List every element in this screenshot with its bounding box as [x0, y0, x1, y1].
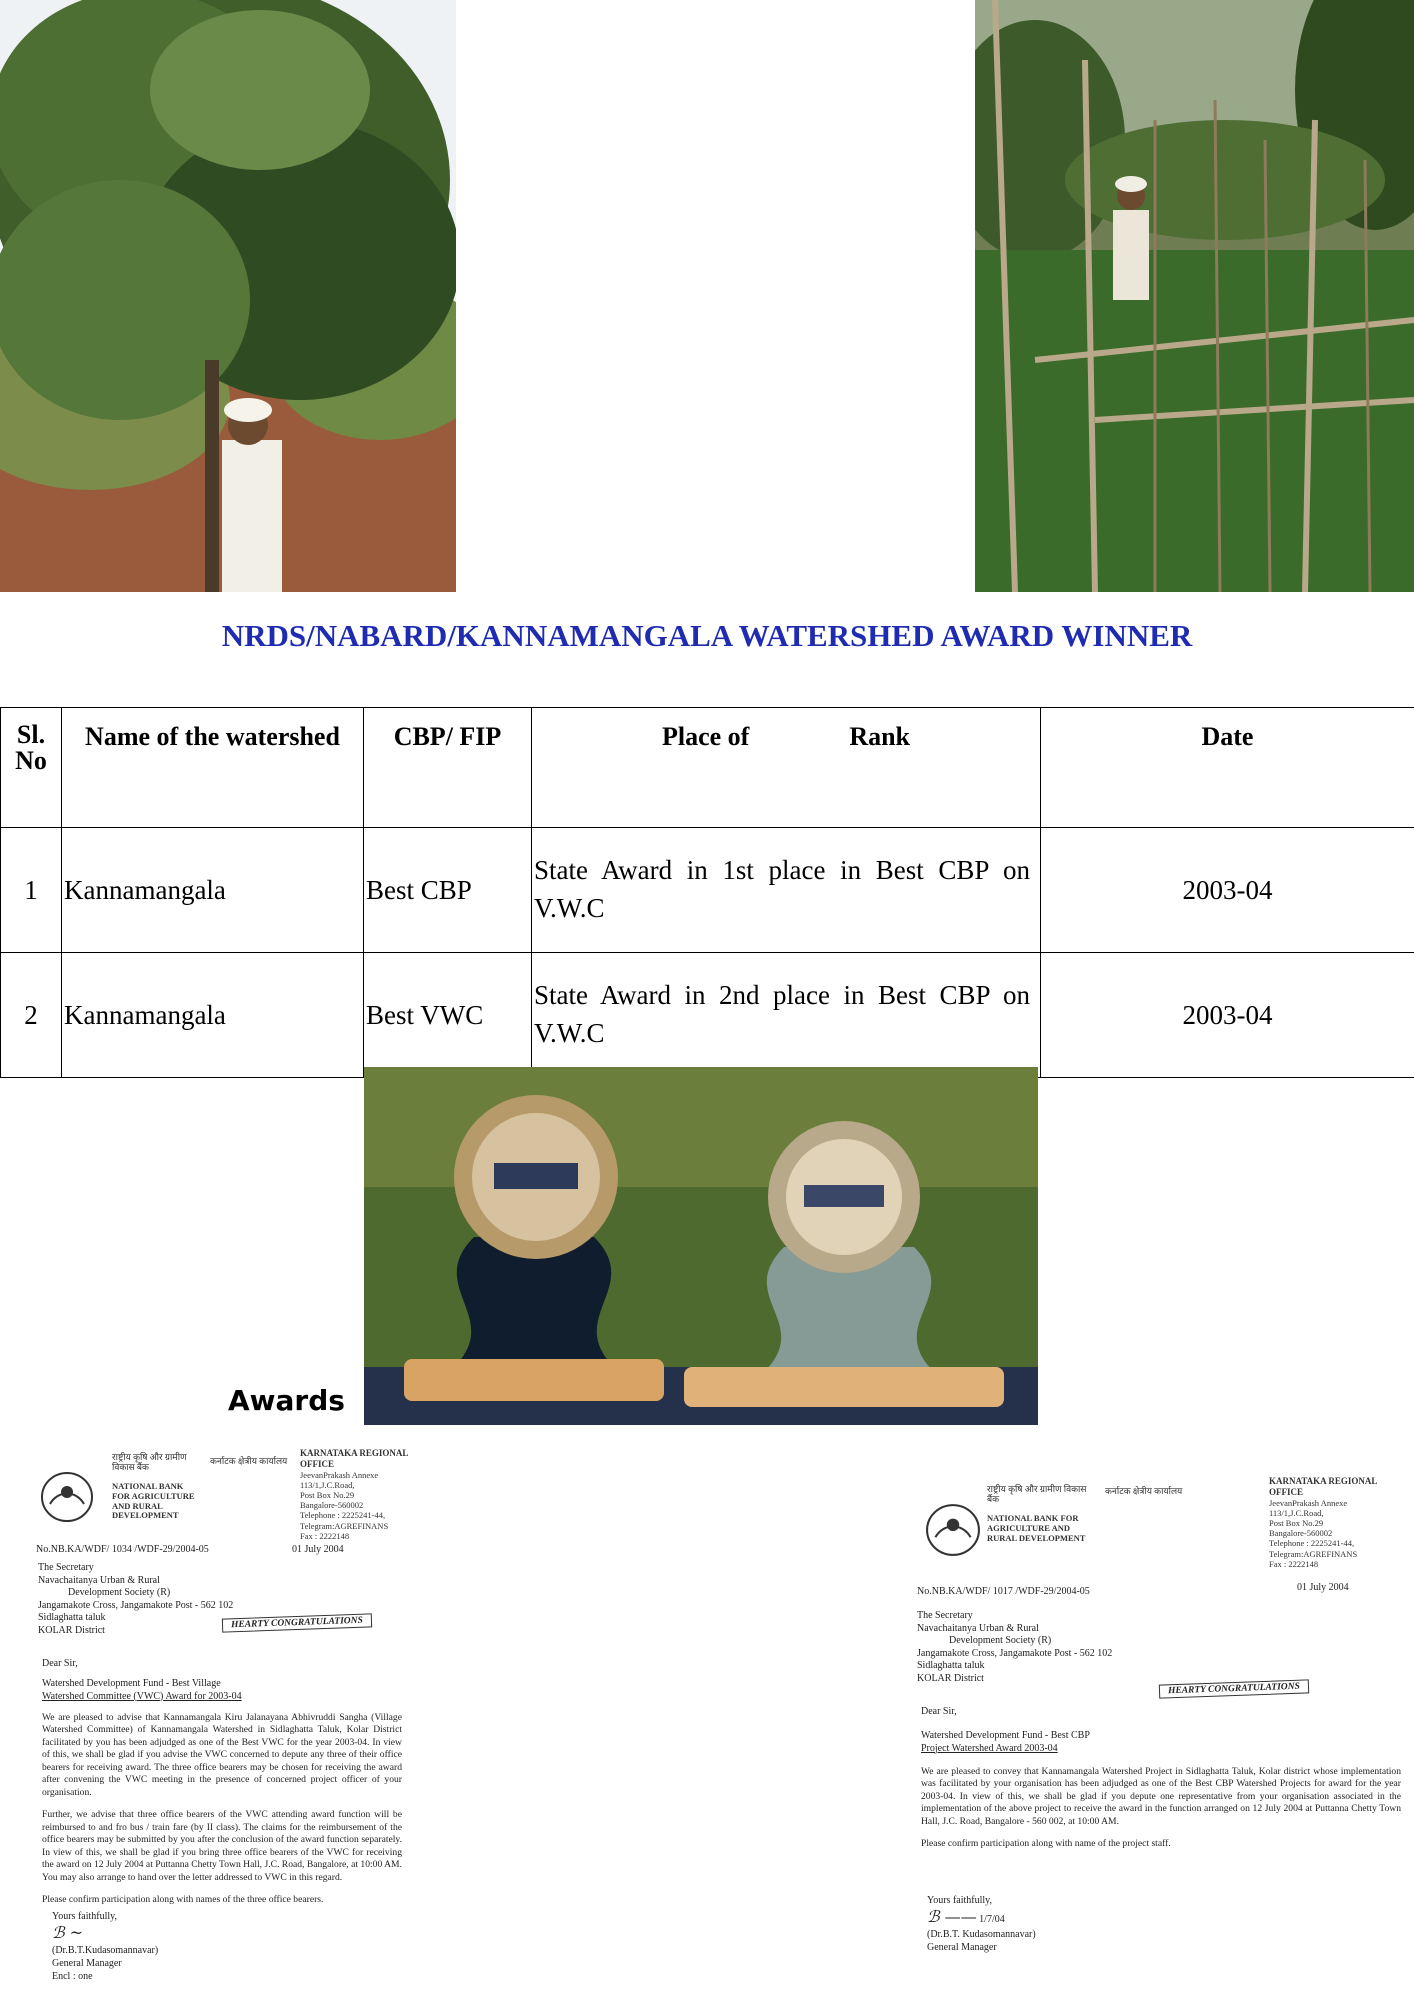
- header-place-of: Place of: [661, 722, 750, 751]
- address-line: The Secretary: [38, 1562, 94, 1573]
- address-line: Sidlaghatta taluk: [917, 1660, 985, 1671]
- cell-name: Kannamangala: [62, 953, 364, 1078]
- letter-signature-block: [52, 1910, 292, 1983]
- subject-line: Project Watershed Award 2003-04: [921, 1742, 1058, 1754]
- photo-awards-trophies: [364, 1067, 1038, 1425]
- letter-signer: (Dr.B.T.Kudasomannavar): [52, 1944, 159, 1956]
- cell-place: State Award in 2nd place in Best CBP on V.W.C: [532, 953, 1041, 1078]
- table-header-row: [1, 708, 1414, 828]
- office-line: 113/1,J.C.Road,: [1269, 1507, 1324, 1518]
- letter-subject: [921, 1730, 1401, 1755]
- office-line: Bangalore-560002: [300, 1500, 364, 1511]
- address-line: KOLAR District: [917, 1672, 984, 1684]
- office-line: JeevanPrakash Annexe: [1269, 1497, 1348, 1508]
- letter-body: [921, 1766, 1401, 1861]
- letter-paragraph: Please confirm participation along with name of the project staff.: [921, 1838, 1171, 1850]
- subject-line: Watershed Committee (VWC) Award for 2003-04: [42, 1690, 242, 1702]
- cell-sl: 1: [1, 828, 62, 953]
- office-title: KARNATAKA REGIONAL OFFICE: [300, 1448, 408, 1469]
- letterhead-hindi-office: कर्नाटक क्षेत्रीय कार्यालय: [1105, 1486, 1183, 1496]
- cell-place: State Award in 1st place in Best CBP on V.W.C: [532, 828, 1041, 953]
- address-line: Development Society (R): [949, 1635, 1052, 1646]
- letter-signature-block: [927, 1894, 1187, 1954]
- signature-icon: ℬ ——: [927, 1907, 977, 1926]
- header-sl-no: Sl. No: [1, 708, 62, 828]
- address-line: Jangamakote Cross, Jangamakote Post - 562 102: [917, 1647, 1113, 1659]
- signature-icon: ℬ ~: [52, 1923, 84, 1942]
- address-line: Navachaitanya Urban & Rural: [38, 1574, 160, 1586]
- cell-cbp: Best CBP: [364, 828, 532, 953]
- nabard-logo-icon: [925, 1502, 981, 1558]
- cell-date: 2003-04: [1041, 828, 1414, 953]
- address-line: Jangamakote Cross, Jangamakote Post - 562 102: [38, 1599, 234, 1611]
- photo-farmer-in-field: [975, 0, 1414, 592]
- subject-line: Watershed Development Fund - Best CBP: [921, 1730, 1090, 1741]
- letter-address: [917, 1610, 1197, 1685]
- letter-paragraph: We are pleased to convey that Kannamangala Watershed Project in Sidlaghatta Taluk, Kolar district whose implementation was facilitated by your organisation has been adjudged as one of the Best CBP Watershed Projects for award for the year 2003-04. In view of this, we shall be glad if you depute one representative from your organisation associated in the implementation of the above project to receive the award in the function arranged on 12 July 2004 at Puttanna Chetty Town Hall, J.C. Road, Bangalore - 560 002, at 10:00 AM.: [921, 1766, 1401, 1827]
- congrats-stamp: HEARTY CONGRATULATIONS: [1159, 1679, 1309, 1698]
- office-line: Telephone : 2225241-44,: [300, 1510, 386, 1521]
- signature-note: 1/7/04: [979, 1914, 1005, 1925]
- office-line: Telegram:AGREFINANS: [300, 1520, 389, 1531]
- letter-ref-number: No.NB.KA/WDF/ 1017 /WDF-29/2004-05: [917, 1586, 1090, 1597]
- header-rank: Rank: [849, 722, 911, 751]
- office-line: Fax : 2222148: [300, 1530, 350, 1541]
- office-line: Telegram:AGREFINANS: [1269, 1548, 1358, 1559]
- awards-caption: Awards: [228, 1384, 345, 1417]
- office-line: JeevanPrakash Annexe: [300, 1469, 379, 1480]
- office-line: Post Box No.29: [1269, 1517, 1324, 1528]
- letter-paragraph: We are pleased to advise that Kannamangala Kiru Jalanayana Abhivruddi Sangha (Village Watershed Committee) of Kannamangala Watershed in Sidlaghatta Taluk, Kolar District facilitated by you has been adjudged as one of the Best VWC for the year 2003-04. In view of this, we shall be glad if you advise the VWC concerned to depute any three of their office bearers for receiving award. The three office bearers may be chosen for receiving the award after convening the VWC meeting in the presence of concerned project officer of your organisation.: [42, 1712, 402, 1798]
- address-line: Development Society (R): [68, 1587, 171, 1598]
- office-line: Fax : 2222148: [1269, 1558, 1319, 1569]
- letterhead-office: [1269, 1476, 1409, 1569]
- header-name: Name of the watershed: [62, 708, 364, 828]
- header-place-rank: [532, 708, 1041, 828]
- office-line: 113/1,J.C.Road,: [300, 1479, 355, 1490]
- letter-closing: Yours faithfully,: [927, 1895, 993, 1906]
- letter-best-vwc: [0, 1440, 420, 2000]
- letter-subject: [42, 1678, 402, 1703]
- office-line: Bangalore-560002: [1269, 1528, 1333, 1539]
- letter-paragraph: Further, we advise that three office bearers of the VWC attending award function will be reimbursed to and fro bus / train fare (by II class). The claims for the reimbursement of the office bearers may be submitted by you after the conclusion of the award function separately. In view of this, we shall be glad if you bring three office bearers of the VWC for receiving the award on 12 July 2004 at Puttanna Chetty Town Hall, J.C. Road, Bangalore, at 10:00 AM. You may also arrange to hand over the letter addressed to VWC in this regard.: [42, 1809, 402, 1883]
- cell-sl: 2: [1, 953, 62, 1078]
- letter-enclosure: Encl : one: [52, 1970, 93, 1982]
- congrats-stamp: HEARTY CONGRATULATIONS: [222, 1613, 372, 1632]
- nabard-logo-icon: [40, 1470, 94, 1524]
- office-line: Telephone : 2225241-44,: [1269, 1538, 1355, 1549]
- office-line: Post Box No.29: [300, 1489, 355, 1500]
- table-row: [1, 828, 1414, 953]
- letter-designation: General Manager: [927, 1941, 997, 1953]
- office-title: KARNATAKA REGIONAL OFFICE: [1269, 1476, 1377, 1497]
- letterhead-hindi: राष्ट्रीय कृषि और ग्रामीण विकास बैंक: [987, 1484, 1087, 1505]
- letterhead-hindi: राष्ट्रीय कृषि और ग्रामीण विकास बैंक: [112, 1452, 187, 1473]
- address-line: KOLAR District: [38, 1624, 105, 1636]
- letter-paragraph: Please confirm participation along with names of the three office bearers.: [42, 1894, 324, 1906]
- letter-signer: (Dr.B.T. Kudasomannavar): [927, 1928, 1036, 1940]
- award-table: [0, 707, 1414, 1078]
- letter-date: 01 July 2004: [1297, 1582, 1349, 1593]
- table-row: [1, 953, 1414, 1078]
- photo-farmer-with-tree: [0, 0, 456, 592]
- letter-closing: Yours faithfully,: [52, 1911, 118, 1922]
- letterhead-office: [300, 1448, 418, 1541]
- letter-best-cbp: [905, 1464, 1414, 2000]
- subject-line: Watershed Development Fund - Best Village: [42, 1678, 221, 1689]
- letterhead-bank-name: NATIONAL BANK FOR AGRICULTURE AND RURAL DEVELOPMENT: [987, 1513, 1086, 1543]
- letter-designation: General Manager: [52, 1957, 122, 1969]
- letter-ref-number: No.NB.KA/WDF/ 1034 /WDF-29/2004-05: [36, 1544, 209, 1555]
- letter-salutation: Dear Sir,: [42, 1658, 78, 1669]
- letter-salutation: Dear Sir,: [921, 1706, 957, 1717]
- cell-date: 2003-04: [1041, 953, 1414, 1078]
- cell-name: Kannamangala: [62, 828, 364, 953]
- cell-cbp: Best VWC: [364, 953, 532, 1078]
- address-line: Sidlaghatta taluk: [38, 1612, 106, 1623]
- header-date: Date: [1041, 708, 1414, 828]
- letterhead-bank-name: NATIONAL BANK FOR AGRICULTURE AND RURAL DEVELOPMENT: [112, 1481, 195, 1521]
- letterhead-hindi-office: कर्नाटक क्षेत्रीय कार्यालय: [210, 1456, 288, 1466]
- page-title: NRDS/NABARD/KANNAMANGALA WATERSHED AWARD WINNER: [221, 618, 1193, 653]
- address-line: Navachaitanya Urban & Rural: [917, 1622, 1039, 1634]
- header-cbp-fip: CBP/ FIP: [364, 708, 532, 828]
- address-line: The Secretary: [917, 1610, 973, 1621]
- letter-body: [42, 1712, 402, 1917]
- letter-date: 01 July 2004: [292, 1544, 344, 1555]
